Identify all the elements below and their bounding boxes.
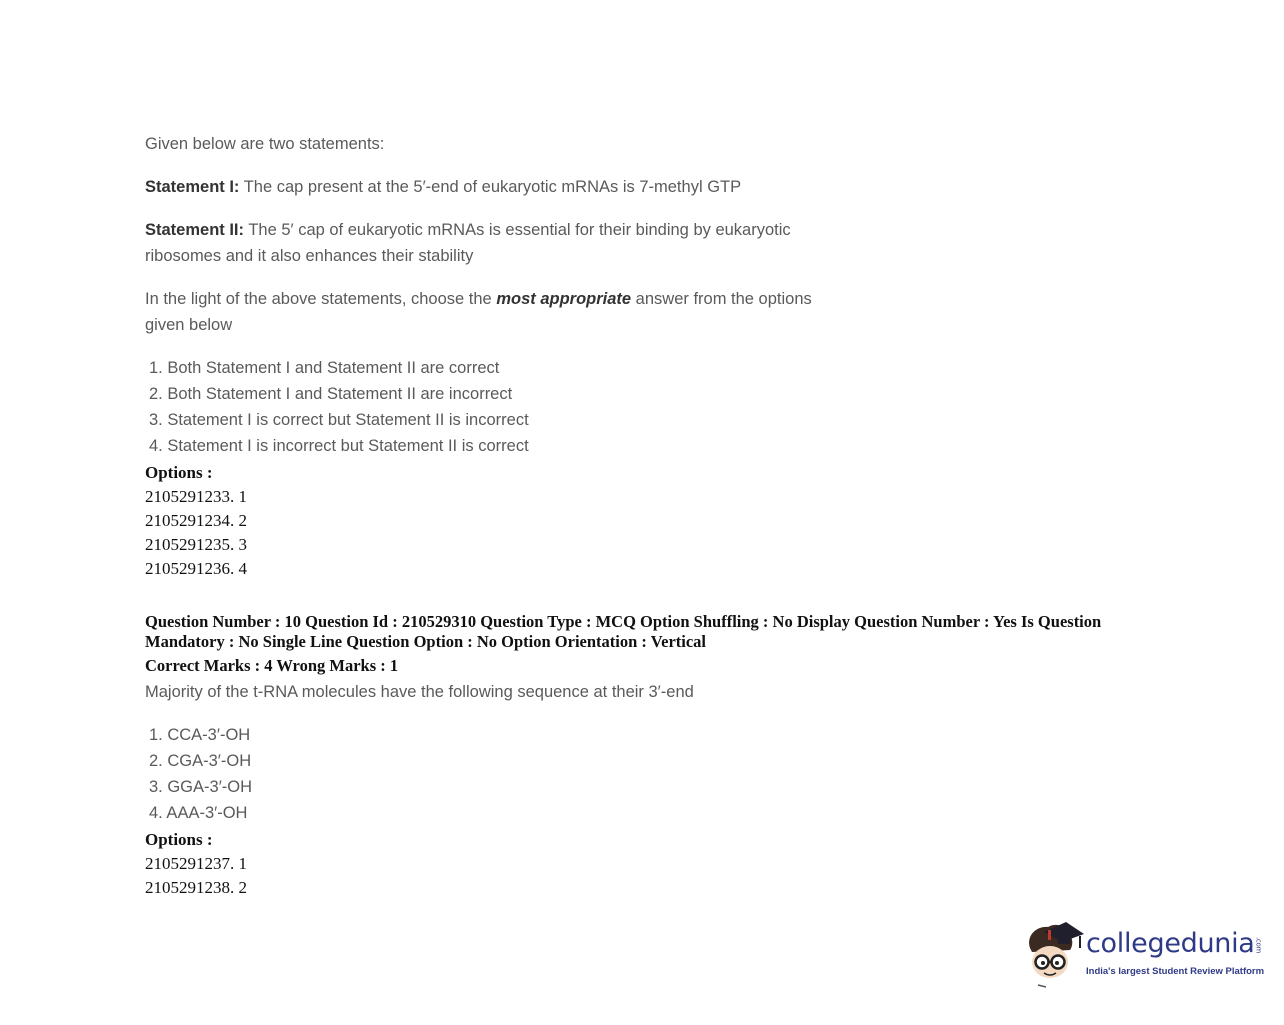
q1-options bbox=[145, 461, 247, 581]
q1-statement-1 bbox=[145, 174, 741, 200]
q1-choice: 2. Both Statement I and Statement II are incorrect bbox=[149, 385, 513, 403]
q1-choice: 1. Both Statement I and Statement II are correct bbox=[149, 359, 500, 377]
q1-option-id: 2105291233. 1 bbox=[145, 487, 247, 506]
logo-wordmark: collegedunia.com bbox=[1086, 928, 1263, 959]
q1-option-id: 2105291236. 4 bbox=[145, 559, 247, 578]
q2-options bbox=[145, 828, 247, 900]
prompt-text-after: answer from the options bbox=[631, 290, 812, 308]
q1-choice: 3. Statement I is correct but Statement II is incorrect bbox=[149, 411, 529, 429]
statement-1-text: The cap present at the 5′-end of eukaryotic mRNAs is 7-methyl GTP bbox=[239, 178, 742, 196]
prompt-line2: given below bbox=[145, 316, 233, 334]
q2-option-id: 2105291237. 1 bbox=[145, 854, 247, 873]
q2-meta-line2: Mandatory : No Single Line Question Option : No Option Orientation : Vertical bbox=[145, 632, 707, 651]
q1-intro: Given below are two statements: bbox=[145, 135, 385, 153]
q1-option-id: 2105291234. 2 bbox=[145, 511, 247, 530]
q1-option-id: 2105291235. 3 bbox=[145, 535, 247, 554]
statement-2-text-line1: The 5′ cap of eukaryotic mRNAs is essential for their binding by eukaryotic bbox=[244, 221, 791, 239]
q1-choice-list bbox=[149, 355, 529, 459]
statement-2-label: Statement II: bbox=[145, 221, 245, 239]
q2-choice-list bbox=[149, 722, 252, 826]
q2-question: Majority of the t-RNA molecules have the following sequence at their 3′-end bbox=[145, 683, 694, 701]
mascot-icon bbox=[1024, 918, 1088, 990]
collegedunia-logo bbox=[1024, 918, 1264, 990]
prompt-emphasis: most appropriate bbox=[496, 290, 632, 308]
q2-meta-line1: Question Number : 10 Question Id : 210529310 Question Type : MCQ Option Shuffling : No Display Question Number : Yes Is Question bbox=[145, 612, 1102, 631]
q1-statement-2 bbox=[145, 217, 791, 269]
q1-prompt bbox=[145, 286, 812, 338]
q1-options-label: Options : bbox=[145, 463, 213, 482]
q2-choice: 1. CCA-3′-OH bbox=[149, 726, 251, 744]
q2-choice: 2. CGA-3′-OH bbox=[149, 752, 252, 770]
q2-options-label: Options : bbox=[145, 830, 213, 849]
q1-choice: 4. Statement I is incorrect but Statement II is correct bbox=[149, 437, 529, 455]
logo-suffix: .com bbox=[1254, 936, 1263, 953]
q2-meta bbox=[145, 612, 1175, 652]
q2-option-id: 2105291238. 2 bbox=[145, 878, 247, 897]
statement-1-label: Statement I: bbox=[145, 178, 240, 196]
q2-choice: 3. GGA-3′-OH bbox=[149, 778, 253, 796]
prompt-text-before: In the light of the above statements, choose the bbox=[145, 290, 497, 308]
q2-marks: Correct Marks : 4 Wrong Marks : 1 bbox=[145, 656, 399, 675]
q2-choice: 4. AAA-3′-OH bbox=[149, 804, 248, 822]
logo-tagline: India's largest Student Review Platform bbox=[1086, 966, 1265, 977]
statement-2-text-line2: ribosomes and it also enhances their stability bbox=[145, 247, 474, 265]
